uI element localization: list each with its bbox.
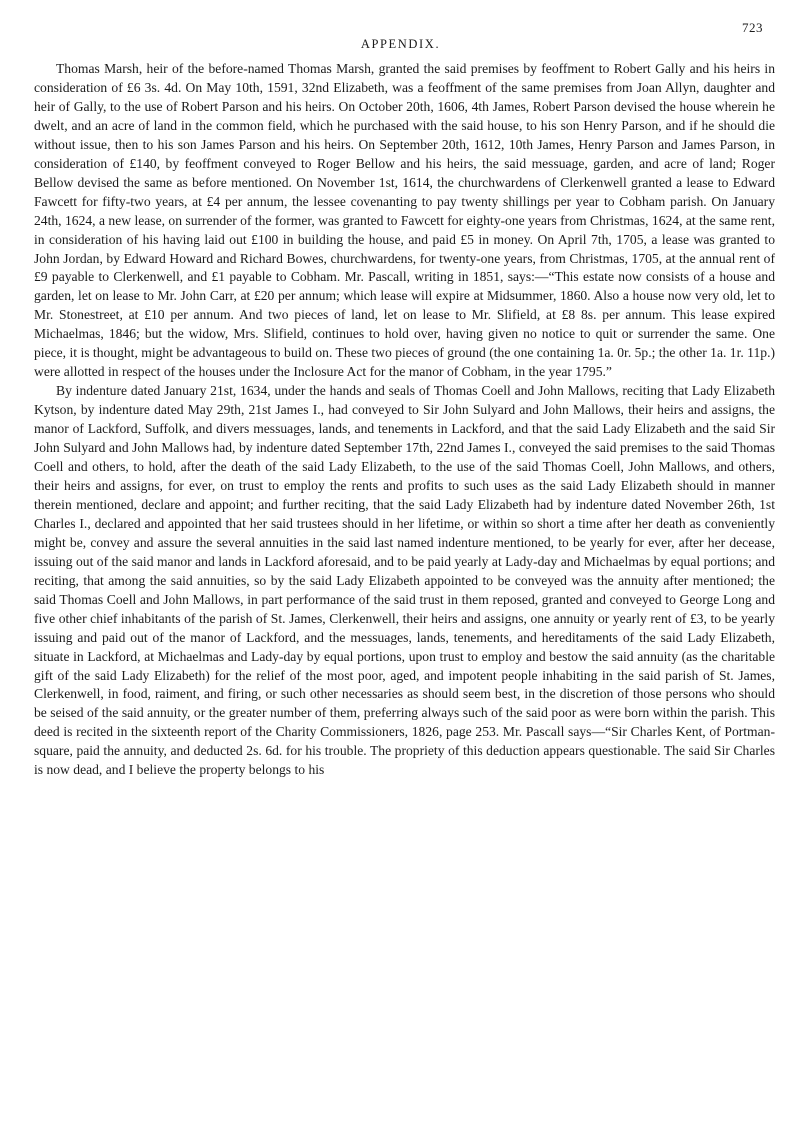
paragraph-marsh-estate: Thomas Marsh, heir of the before-named Thomas Marsh, granted the said premises by feoffment to Robert Gally and his heirs in consideration of £6 3s. 4d. On May 10th, 1591, 32nd Elizabeth, was a feoffment of the same premises from Joan Allyn, daughter and heir of Gally, to the use of Robert Parson and his heirs. On October 20th, 1606, 4th James, Robert Parson devised the house wherein he dwelt, and an acre of land in the common field, which he purchased with the said house, to his son Henry Parson, and if he should die without issue, then to his son James Parson and his heirs. On September 20th, 1612, 10th James, Henry Parson and James Parson, in consideration of £140, by feoffment conveyed to Roger Bellow and his heirs, the said messuage, garden, and acre of land; Roger Bellow devised the same as before mentioned. On November 1st, 1614, the churchwardens of Clerkenwell granted a lease to Edward Fawcett for fifty-two years, at £4 per annum, the lessee covenanting to pay twenty shillings per year to Cobham parish. On January 24th, 1624, a new lease, on surrender of the former, was granted to Fawcett for eighty-one years from Christmas, 1624, at the same rent, in consideration of his having laid out £100 in building the house, and paid £5 in money. On April 7th, 1705, a lease was granted to John Jordan, by Edward Howard and Richard Bowes, churchwardens, for twenty-one years, from Christmas, 1705, at the annual rent of £9 payable to Clerkenwell, and £1 payable to Cobham. Mr. Pascall, writing in 1851, says:—“This estate now consists of a house and garden, let on lease to Mr. John Carr, at £20 per annum; which lease will expire at Midsummer, 1860. Also a house now very old, let to Mr. Stonestreet, at £10 per annum. And two pieces of land, let on lease to Mr. Slifield, at £8 8s. per annum. This lease expired Michaelmas, 1846; but the widow, Mrs. Slifield, continues to hold over, having given no notice to quit or surrender the same. One piece, it is thought, might be advantageous to build on. These two pieces of ground (the one containing 1a. 0r. 5p.; the other 1a. 1r. 11p.) were allotted in respect of the houses under the Inclosure Act for the manor of Cobham, in the year 1795.” — [34, 61, 775, 380]
body-text — [34, 60, 775, 780]
running-head: APPENDIX. — [360, 37, 441, 51]
page-number: 723 — [742, 20, 763, 35]
paragraph-lackford-indenture: By indenture dated January 21st, 1634, under the hands and seals of Thomas Coell and John Mallows, reciting that Lady Elizabeth Kytson, by indenture dated May 29th, 21st James I., had conveyed to Sir John Sulyard and John Mallows, their heirs and assigns, the manor of Lackford, Suffolk, and divers messuages, lands, and tenements in Lackford, and that the said Lady Elizabeth and the said Sir John Sulyard and John Mallows had, by indenture dated September 17th, 22nd James I., conveyed the said premises to the said Thomas Coell and others, to hold, after the death of the said Lady Elizabeth, to the use of the said Thomas Coell, John Mallows, and others, their heirs and assigns, for ever, on trust to employ the rents and profits to such uses as the said Lady Elizabeth should in manner therein mentioned, declare and appoint; and further reciting, that the said Lady Elizabeth had by indenture dated November 26th, 1st Charles I., declared and appointed that her said trustees should in her lifetime, or within so short a time after her death as conveniently might be, convey and assure the several annuities in the said last named indenture mentioned, to be yearly for ever, after her decease, issuing out of the said manor and lands in Lackford aforesaid, and to be paid yearly at Lady-day and Michaelmas by equal portions; and reciting, that among the said annuities, so by the said Lady Elizabeth appointed to be conveyed was the annuity after mentioned; the said Thomas Coell and John Mallows, in part performance of the said trust in them reposed, granted and conveyed to George Long and five other chief inhabitants of the parish of St. James, Clerkenwell, their heirs and assigns, one annuity or yearly rent of £3, to be yearly issuing and paid out of the manor of Lackford, and the messuages, lands, tenements, and hereditaments of the said Lady Elizabeth, situate in Lackford, at Michaelmas and Lady-day by equal portions, upon trust to employ and bestow the said annuity (as the charitable gift of the said Lady Elizabeth) for the relief of the most poor, aged, and impotent people inhabiting in the said parish of St. James, Clerkenwell, in food, raiment, and firing, or such other necessaries as should seem best, in the discretion of those persons who should be seised of the said annuity, or the greater number of them, preferring always such of the said poor as were born within the parish. This deed is recited in the sixteenth report of the Charity Commissioners, 1826, page 253. Mr. Pascall says—“Sir Charles Kent, of Portman-square, paid the annuity, and deducted 2s. 6d. for his trouble. The propriety of this deduction appears questionable. The said Sir Charles is now dead, and I believe the property belongs to his — [34, 383, 775, 778]
